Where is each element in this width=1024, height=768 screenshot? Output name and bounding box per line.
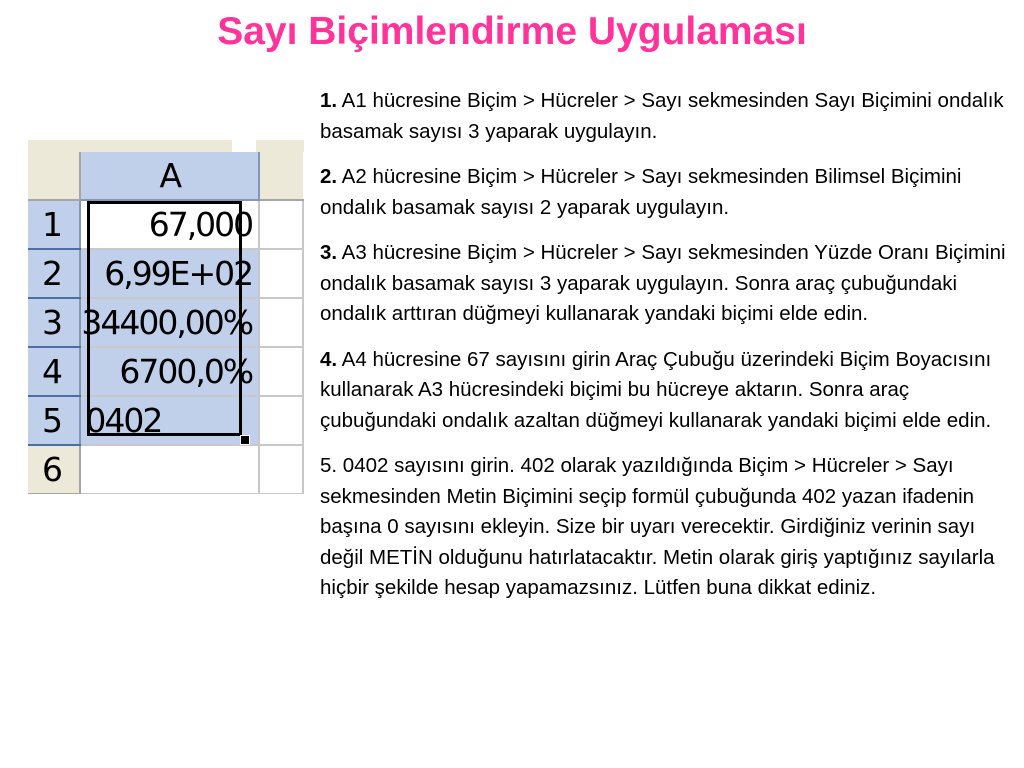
instructions-list [320,86,1016,619]
instruction-text: A1 hücresine Biçim > Hücreler > Sayı sekmesinden Sayı Biçimini ondalık basamak sayısı 3 yaparak uygulayın. [320,89,1004,143]
cell-b3[interactable] [259,298,303,347]
instruction-number: 4. [320,347,338,371]
instruction-text: A3 hücresine Biçim > Hücreler > Sayı sekmesinden Yüzde Oranı Biçimini ondalık basamak sayısı 3 yaparak uygulayın. Sonra araç çubuğundaki ondalık arttıran düğmeyi kullanarak yandaki biçimi elde edin. [320,241,1006,325]
spreadsheet-screenshot [28,140,304,494]
cell-b5[interactable] [259,396,303,445]
cell-b2[interactable] [259,249,303,298]
instruction-text: 5. 0402 sayısını girin. 402 olarak yazıldığında Biçim > Hücreler > Sayı sekmesinden Metin Biçimini seçip formül çubuğunda 402 yazan ifadenin başına 0 sayısını ekleyin. Size bir uyarı verecektir. Girdiğiniz verinin sayı değil METİN olduğunu hatırlatacaktır. Metin olarak giriş yaptığınız sayılarla hiçbir şekilde hesap yapamazsınız. Lütfen buna dikkat ediniz. [320,454,995,599]
instruction-1 [320,86,1016,147]
row-header-6[interactable]: 6 [28,445,80,494]
instruction-text: A4 hücresine 67 sayısını girin Araç Çubuğu üzerindeki Biçim Boyacısını kullanarak A3 hücresindeki biçimi bu hücreye aktarın. Sonra araç çubuğundaki ondalık azaltan düğmeyi kullanarak yandaki biçimi elde edin. [320,347,992,432]
cell-a5[interactable]: 0402 [80,396,259,445]
instruction-number: 3. [320,241,338,264]
instruction-5 [320,451,1016,604]
instruction-4 [320,345,1016,437]
row-header-3[interactable]: 3 [28,298,80,347]
row-header-1[interactable]: 1 [28,200,80,249]
row-header-5[interactable]: 5 [28,396,80,445]
cell-a4[interactable]: 6700,0% [80,347,259,396]
cell-a1[interactable]: 67,000 [80,200,259,249]
instruction-number: 1. [320,89,338,112]
cell-b4[interactable] [259,347,303,396]
instruction-2 [320,162,1016,223]
spreadsheet-grid [28,152,304,494]
instruction-3 [320,238,1016,330]
cell-a6[interactable] [80,445,259,494]
cell-b6[interactable] [259,445,303,494]
instruction-text: A2 hücresine Biçim > Hücreler > Sayı sekmesinden Bilimsel Biçimini ondalık basamak sayısı 2 yaparak uygulayın. [320,165,962,219]
page-title: Sayı Biçimlendirme Uygulaması [217,10,807,53]
instruction-number: 2. [320,165,338,188]
column-header-b[interactable] [259,152,303,200]
cell-b1[interactable] [259,200,303,249]
cell-a3[interactable]: 34400,00% [80,298,259,347]
column-header-a[interactable]: A [80,152,259,200]
cell-a2[interactable]: 6,99E+02 [80,249,259,298]
fill-handle[interactable] [240,435,250,445]
row-header-4[interactable]: 4 [28,347,80,396]
select-all-corner[interactable] [28,152,80,200]
row-header-2[interactable]: 2 [28,249,80,298]
toolbar-strip [28,140,304,152]
